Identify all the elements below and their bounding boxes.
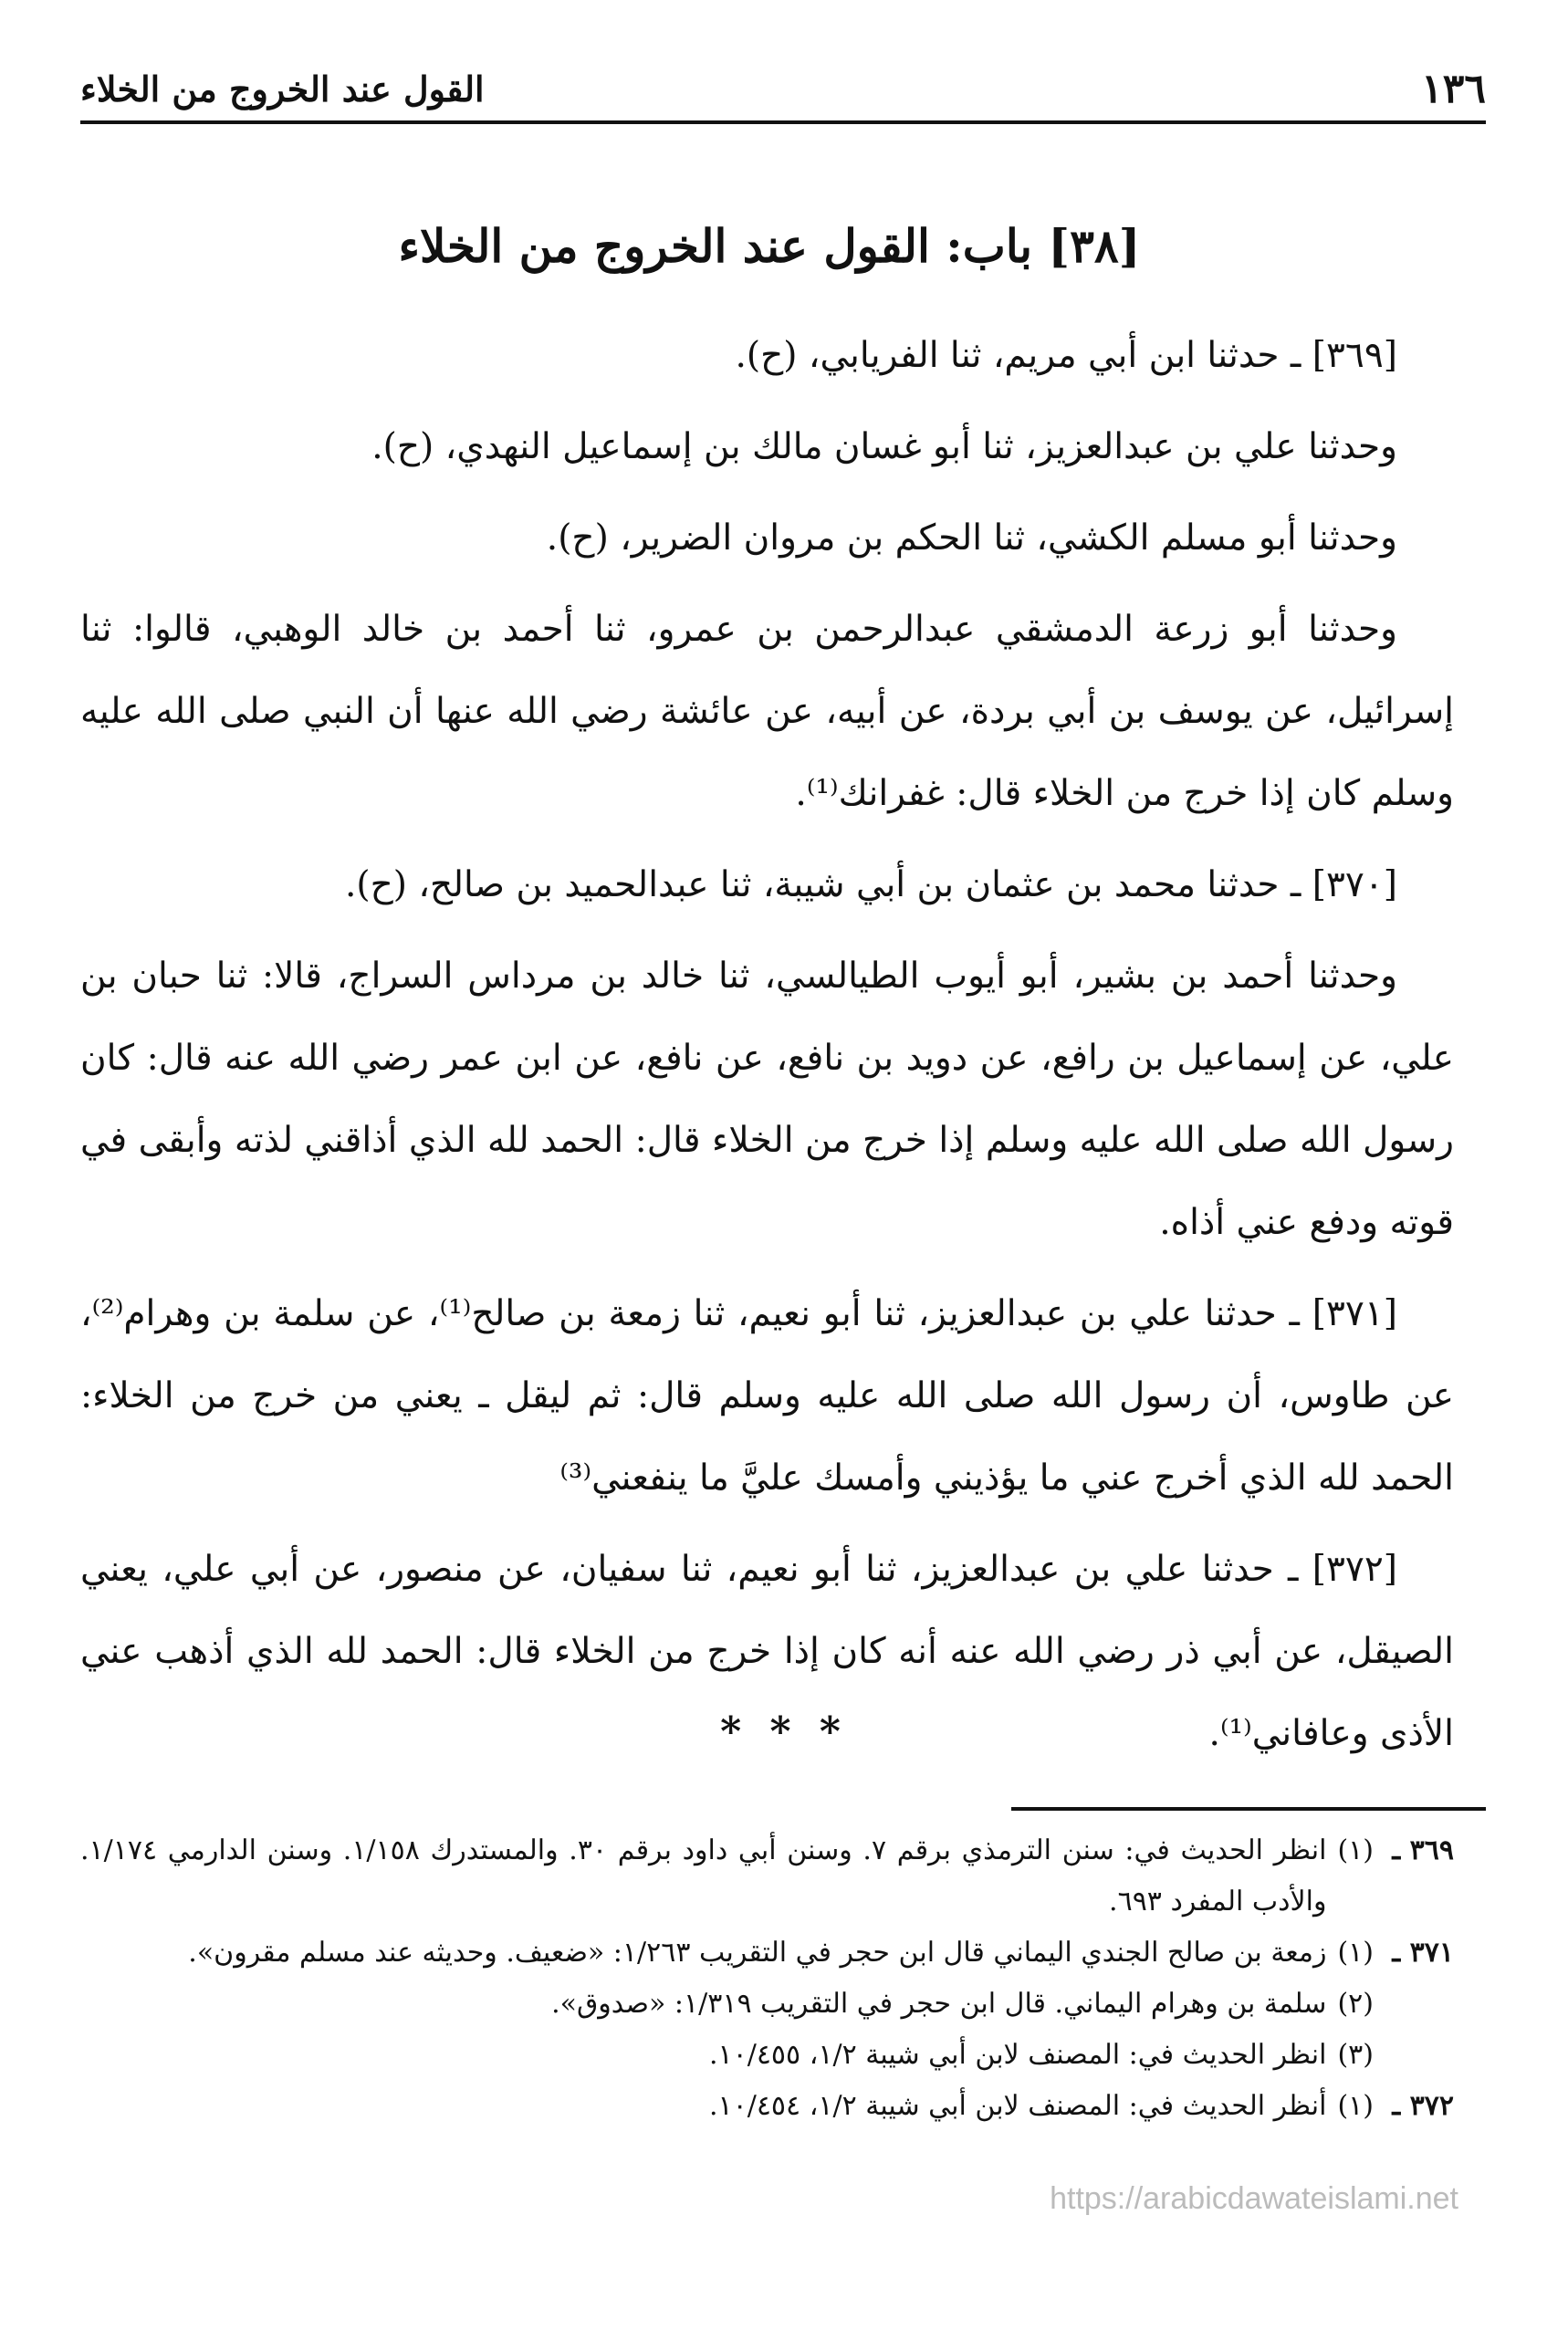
paragraph-371: [٣٧١] ـ حدثنا علي بن عبدالعزيز، ثنا أبو نعيم، ثنا زمعة بن صالح⁽¹⁾، عن سلمة بن وهرام⁽²⁾، عن طاوس، أن رسول الله صلى الله عليه وسلم قال: ثم ليقل ـ يعني من خرج من الخلاء: الحمد لله الذي أخرج عني ما يؤذيني وأمسك عليَّ ما ينفعني⁽³⁾ [80, 1293, 1454, 1499]
running-title: القول عند الخروج من الخلاء [80, 68, 485, 110]
paragraph-369-d: وحدثنا أبو زرعة الدمشقي عبدالرحمن بن عمرو، ثنا أحمد بن خالد الوهبي، قالوا: ثنا إسرائيل، عن يوسف بن أبي بردة، عن أبيه، عن عائشة رضي الله عنها أن النبي صلى الله عليه وسلم كان إذا خرج من الخلاء قال: غفرانك⁽¹⁾. [80, 609, 1454, 814]
footnote-text: زمعة بن صالح الجندي اليماني قال ابن حجر في التقريب ١/٢٦٣: «ضعيف. وحديثه عند مسلم مقرون». [188, 1937, 1327, 1969]
footnote-ref: ٣٦٩ ـ [1392, 1834, 1454, 1866]
paragraph-370-b: وحدثنا أحمد بن بشير، أبو أيوب الطيالسي، ثنا خالد بن مرداس السراج، قالا: ثنا حبان بن علي، عن إسماعيل بن رافع، عن دويد بن نافع، عن نافع، عن ابن عمر رضي الله عنه قال: كان رسول الله صلى الله عليه وسلم إذا خرج من الخلاء قال: الحمد لله الذي أذاقني لذته وأبقى في قوته ودفع عني أذاه. [80, 956, 1454, 1243]
paragraph-372: [٣٧٢] ـ حدثنا علي بن عبدالعزيز، ثنا أبو نعيم، ثنا سفيان، عن منصور، عن أبي علي، يعني الصيقل، عن أبي ذر رضي الله عنه أنه كان إذا خرج من الخلاء قال: الحمد لله الذي أذهب عني الأذى وعافاني⁽¹⁾. [80, 1549, 1454, 1754]
footnote [80, 1825, 1454, 1928]
page-number: ١٣٦ [1421, 65, 1486, 112]
footnote-rule [1011, 1807, 1486, 1811]
page-header [80, 57, 1486, 124]
footnote-number: (١) [1337, 1834, 1374, 1866]
body-text [80, 315, 1454, 1784]
watermark-url: https://arabicdawateislami.net [1050, 2181, 1458, 2216]
footnote-text: أنظر الحديث في: المصنف لابن أبي شيبة ١/٢، ١٠/٤٥٤. [708, 2090, 1327, 2122]
paragraph-369-c: وحدثنا أبو مسلم الكشي، ثنا الحكم بن مروان الضرير، (ح). [546, 517, 1397, 559]
chapter-title: [٣٨] باب: القول عند الخروج من الخلاء [398, 219, 1141, 273]
footnote-text: انظر الحديث في: سنن الترمذي برقم ٧. وسنن أبي داود برقم ٣٠. والمستدرك ١/١٥٨. وسنن الدارمي ١/١٧٤. والأدب المفرد ٦٩٣. [80, 1834, 1327, 1917]
footnote-number: (٢) [1337, 1988, 1374, 2020]
footnote-text: انظر الحديث في: المصنف لابن أبي شيبة ١/٢، ١٠/٤٥٥. [708, 2039, 1327, 2071]
footnote-text: سلمة بن وهرام اليماني. قال ابن حجر في التقريب ١/٣١٩: «صدوق». [551, 1988, 1327, 2020]
footnote-number: (٣) [1337, 2039, 1374, 2071]
footnote-ref: ٣٧١ ـ [1392, 1937, 1454, 1969]
section-separator: * * * [720, 1708, 848, 1755]
footnote [80, 1979, 1454, 2030]
footnote-number: (١) [1337, 2090, 1374, 2122]
paragraph-370-a: [٣٧٠] ـ حدثنا محمد بن عثمان بن أبي شيبة، ثنا عبدالحميد بن صالح، (ح). [344, 864, 1397, 905]
footnotes [80, 1825, 1454, 2132]
footnote [80, 1928, 1454, 1979]
footnote-number: (١) [1337, 1937, 1374, 1969]
paragraph-369-a: [٣٦٩] ـ حدثنا ابن أبي مريم، ثنا الفريابي، (ح). [735, 335, 1397, 376]
paragraph-369-b: وحدثنا علي بن عبدالعزيز، ثنا أبو غسان مالك بن إسماعيل النهدي، (ح). [371, 426, 1397, 467]
footnote [80, 2081, 1454, 2132]
footnote-ref: ٣٧٢ ـ [1392, 2090, 1454, 2122]
footnote [80, 2030, 1454, 2081]
